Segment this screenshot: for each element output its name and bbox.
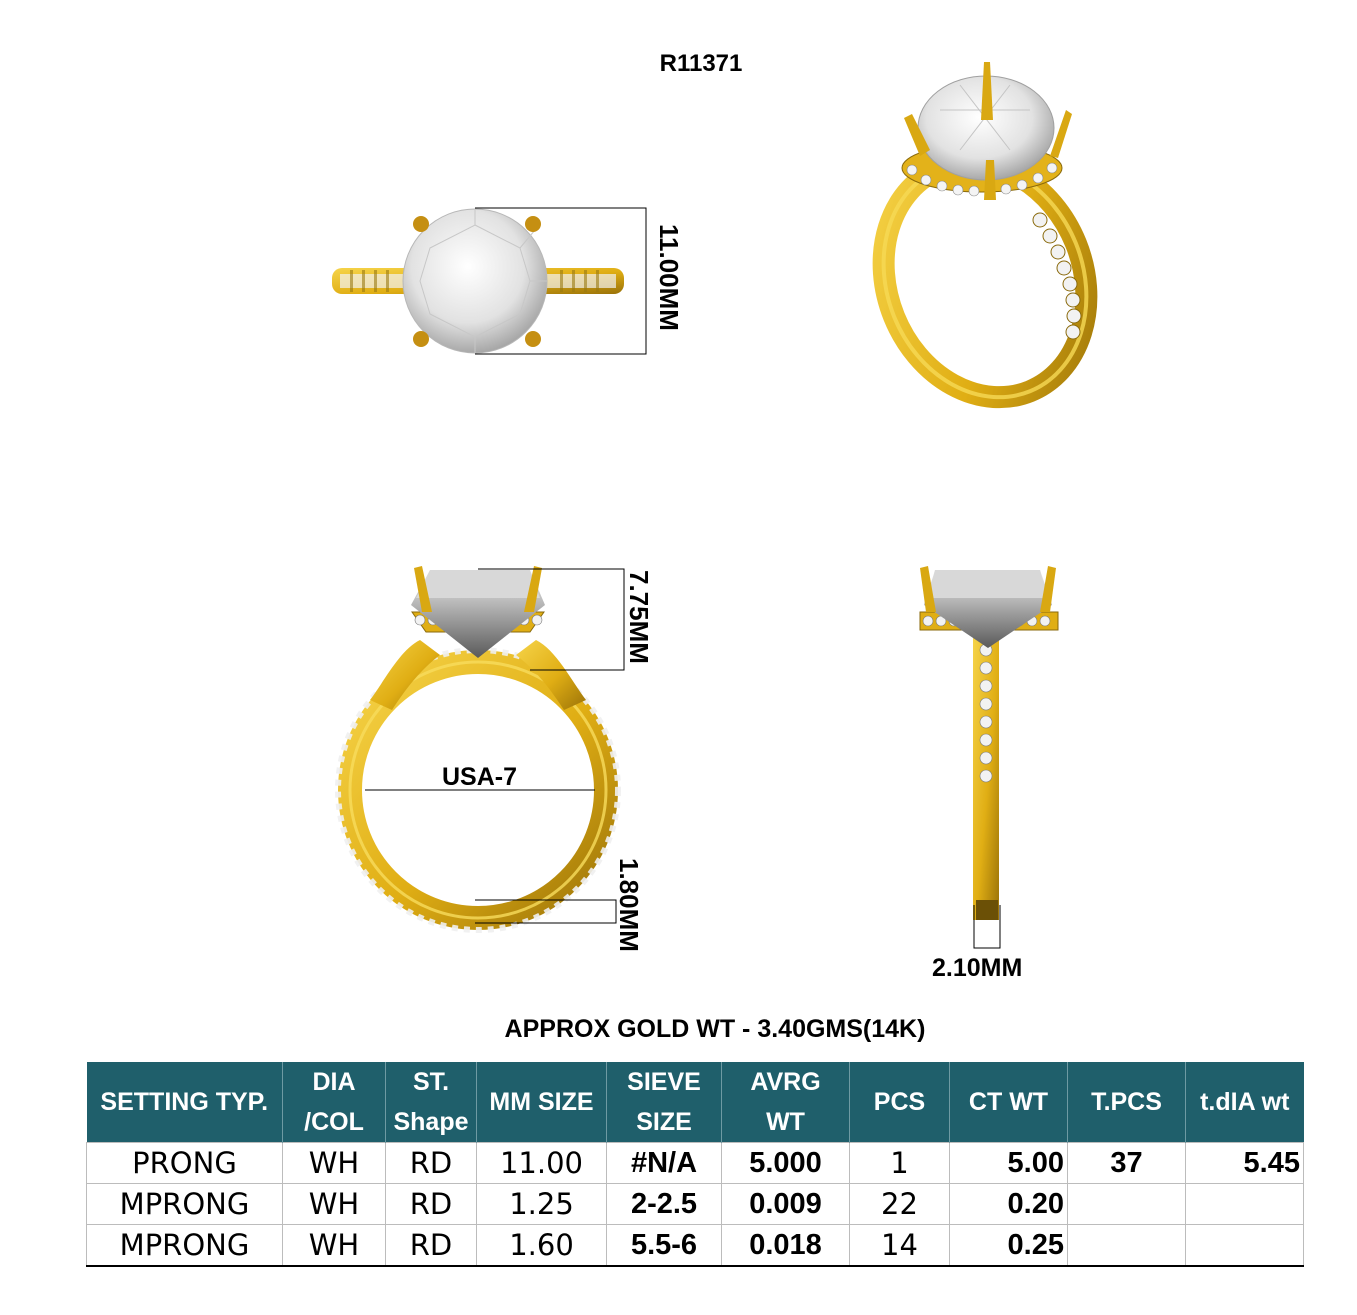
cell-mm: 1.25	[477, 1184, 607, 1225]
cell-col: WH	[283, 1143, 386, 1184]
table-header-row	[87, 1062, 1304, 1143]
stone-spec-table	[86, 1062, 1304, 1267]
header-total-dia-wt: t.dIA wt	[1186, 1062, 1304, 1143]
top-view	[332, 208, 684, 354]
shank-width-label: 2.10MM	[932, 954, 1023, 982]
cell-pcs: 14	[850, 1225, 950, 1267]
header-ct-wt: CT WT	[950, 1062, 1068, 1143]
prong	[981, 62, 993, 120]
cell-avrg: 5.000	[722, 1143, 850, 1184]
side-view	[920, 566, 1058, 982]
cell-ctwt: 0.25	[950, 1225, 1068, 1267]
gold-weight-note: APPROX GOLD WT - 3.40GMS(14K)	[504, 1015, 926, 1043]
header-setting: SETTING TYP.	[87, 1062, 283, 1143]
cell-setting: MPRONG	[87, 1225, 283, 1267]
cell-avrg: 0.009	[722, 1184, 850, 1225]
cell-sieve: #N/A	[607, 1143, 722, 1184]
prong	[525, 216, 541, 232]
cell-ctwt: 0.20	[950, 1184, 1068, 1225]
header-mm-size: MM SIZE	[477, 1062, 607, 1143]
cell-mm: 1.60	[477, 1225, 607, 1267]
cell-col: WH	[283, 1225, 386, 1267]
cell-pcs: 1	[850, 1143, 950, 1184]
cell-avrg: 0.018	[722, 1225, 850, 1267]
header-shape: ST. Shape	[386, 1062, 477, 1143]
cell-shape: RD	[386, 1143, 477, 1184]
cell-empty	[1068, 1225, 1186, 1267]
height-label: 7.75MM	[624, 570, 654, 664]
header-avrg-wt: AVRG WT	[722, 1062, 850, 1143]
cell-shape: RD	[386, 1184, 477, 1225]
cell-setting: PRONG	[87, 1143, 283, 1184]
cell-pcs: 22	[850, 1184, 950, 1225]
cell-col: WH	[283, 1184, 386, 1225]
stone-width-label: 11.00MM	[654, 224, 684, 331]
cell-empty	[1186, 1184, 1304, 1225]
table-row	[87, 1143, 1304, 1184]
cell-shape: RD	[386, 1225, 477, 1267]
cell-sieve: 5.5-6	[607, 1225, 722, 1267]
thickness-label: 1.80MM	[614, 858, 644, 952]
header-sieve-size: SIEVE SIZE	[607, 1062, 722, 1143]
cell-total-pcs: 37	[1068, 1143, 1186, 1184]
prong	[413, 331, 429, 347]
cell-setting: MPRONG	[87, 1184, 283, 1225]
header-pcs: PCS	[850, 1062, 950, 1143]
prong	[413, 216, 429, 232]
ring-size-label: USA-7	[442, 763, 518, 791]
cell-ctwt: 5.00	[950, 1143, 1068, 1184]
cell-empty	[1186, 1225, 1304, 1267]
header-total-pcs: T.PCS	[1068, 1062, 1186, 1143]
prong	[984, 160, 996, 200]
cell-sieve: 2-2.5	[607, 1184, 722, 1225]
table-row	[87, 1225, 1304, 1267]
prong	[525, 331, 541, 347]
cell-empty	[1068, 1184, 1186, 1225]
table-row	[87, 1184, 1304, 1225]
perspective-view	[849, 62, 1121, 428]
cell-total-dia-wt: 5.45	[1186, 1143, 1304, 1184]
cell-mm: 11.00	[477, 1143, 607, 1184]
design-code-title: R11371	[659, 50, 743, 77]
front-view	[338, 566, 654, 952]
header-dia-col: DIA /COL	[283, 1062, 386, 1143]
